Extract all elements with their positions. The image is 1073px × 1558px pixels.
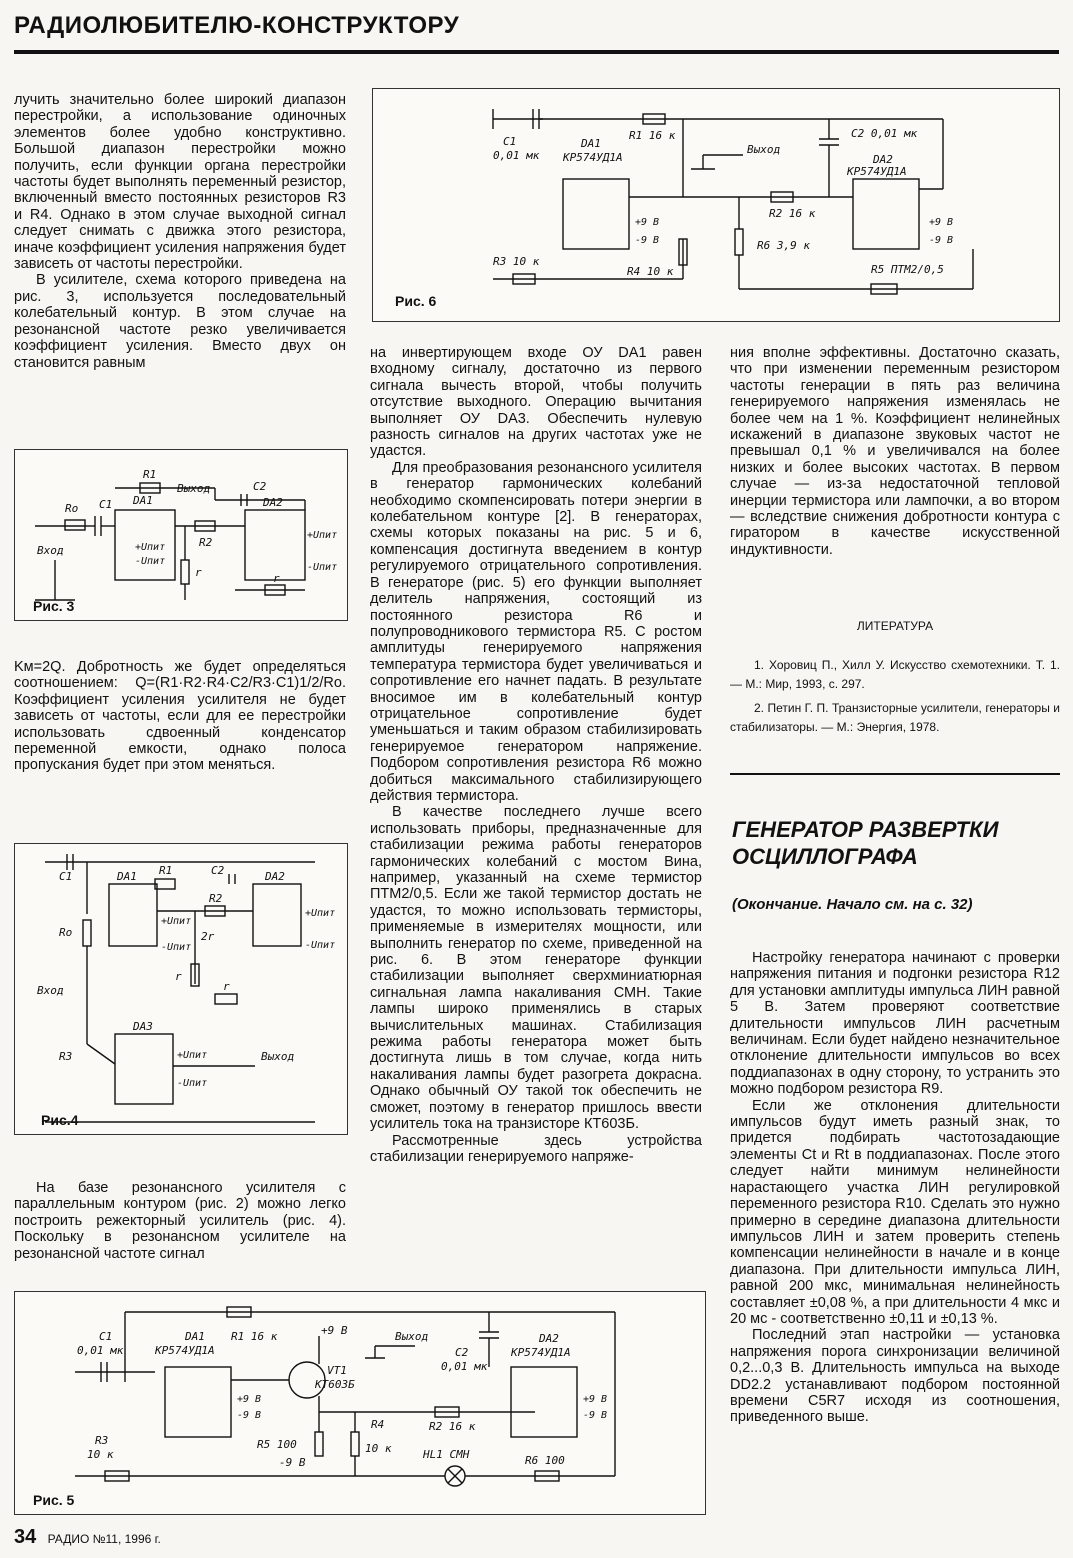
fig3-label: DA1 xyxy=(133,494,153,507)
fig3-label: Ro xyxy=(65,502,79,515)
fig6-label: -9 В xyxy=(929,235,954,246)
section-rule xyxy=(730,773,1060,775)
section-subtitle: (Окончание. Начало см. на с. 32) xyxy=(732,896,973,913)
fig4-label: +Uпит xyxy=(177,1050,208,1061)
fig5-label: 0,01 мк xyxy=(77,1344,124,1357)
fig5-label: R1 16 к xyxy=(231,1330,278,1343)
figure-5 xyxy=(14,1291,706,1515)
fig5-label: Выход xyxy=(395,1330,429,1343)
paragraph: лучить значительно более широкий диапазон перестройки, а использование одиночных элементов более удобно конструктивно. Большой диапазон перестройки можно получить, если функции органа перестройки частоты будет выполнять переменный резистор, включенный вместо постоянных резисторов R3 и R4. Однако в этом случае выходной сигнал следует снимать с движка этого резистора, иначе коэффициент усиления напряжения будет зависеть от частоты перестройки. xyxy=(14,92,346,273)
fig6-label: DA1 xyxy=(581,137,601,150)
fig4-label: -Uпит xyxy=(161,942,192,953)
paragraph: В качестве последнего лучше всего использовать приборы, предназначенные для стабилизации режима работы генераторов гармонических колебаний с мостом Вина, например, указанный на схеме термистор ПТМ2/0,5. Если же такой термистор достать не удастся, то можно использовать термисторы, применяемые в измерителях мощности, или выполнить генератор по схеме, приведенной на рис. 6. В этом генераторе функции стабилизации выполняет сверхминиатюрная сигнальная лампа накаливания СМН. Такие лампы широко применялись в старых вычислительных машинах. Стабилизация режима работы генератора может быть достигнута лишь в том случае, когда нить накаливания лампы будет разогрета докрасна. Однако обычный ОУ такой ток обеспечить не сможет, поэтому в генератор пришлось ввести усилитель тока на транзисторе КТ603Б. xyxy=(370,804,702,1133)
fig3-label: r xyxy=(273,572,280,585)
column-3-top xyxy=(730,345,1060,558)
figure-5-caption: Рис. 5 xyxy=(33,1492,75,1508)
fig4-label: -Uпит xyxy=(305,940,336,951)
fig4-label: DA1 xyxy=(117,870,137,883)
column-1-bottom xyxy=(14,1180,346,1262)
paragraph: В усилителе, схема которого приведена на рис. 3, используется последовательный колебательный контур. В этом случае на резонансной частоте резко увеличивается коэффициент усиления. Вместо двух он становится равным xyxy=(14,272,346,371)
figure-6 xyxy=(372,88,1060,322)
fig5-label: R3 xyxy=(95,1434,109,1447)
footer-text: РАДИО №11, 1996 г. xyxy=(47,1532,161,1546)
page-header xyxy=(14,12,1059,40)
fig5-label: КТ603Б xyxy=(315,1378,355,1391)
fig6-label: R4 10 к xyxy=(627,265,674,278)
fig4-label: -Uпит xyxy=(177,1078,208,1089)
paragraph: Если же отклонения длительности импульсов будут иметь разный знак, то придется подбирать частотозадающие элементы Ct и Rt в поддиапазонах. После этого следует найти минимум нелинейности нарастающего участка ЛИН регулировкой переменного резистора R10. Сделать это нужно примерно в середине диапазона длительности импульсов ЛИН и затем проверить степень компенсации нелинейности в начале и в конце диапазона. При длительности импульса ЛИН, равной 200 мкс, минимальная нелинейность составляет ±0,08 %, а при длительности 4 мкс и 20 мс - соответственно ±0,11 и ±0,13 %. xyxy=(730,1097,1060,1327)
paragraph: Последний этап настройки — установка напряжения порога синхронизации величиной 0,2...0,3 В. Длительность импульса на выходе DD2.2 устанавливают подбором постоянной времени C5R7 исходя из соотношения, приведенного выше. xyxy=(730,1327,1060,1426)
fig6-label: C2 0,01 мк xyxy=(851,127,918,140)
fig4-label: Вход xyxy=(37,984,64,997)
fig3-label: R2 xyxy=(199,536,213,549)
fig4-label: r xyxy=(223,980,230,993)
fig5-label: R6 100 xyxy=(525,1454,565,1467)
figure-3-caption: Рис. 3 xyxy=(33,598,75,614)
paragraph: На базе резонансного усилителя с параллельным контуром (рис. 2) можно легко построить режекторный усилитель (рис. 4). Поскольку в резонансном усилителе на резонансной частоте сигнал xyxy=(14,1180,346,1262)
fig5-label: R4 xyxy=(371,1418,385,1431)
fig5-label: 10 к xyxy=(87,1448,114,1461)
paragraph: Настройку генератора начинают с проверки напряжения питания и подгонки резистора R12 для установки амплитуды импульса ЛИН равной 5 В. Затем проверяют соответствие длительности импульсов ЛИН расчетным величинам. Если будет найдено незначительное отклонение длительности импульсов во всех поддиапазонах в одну сторону, то устранить это можно подбором резистора R9. xyxy=(730,950,1060,1098)
fig5-label: R5 100 xyxy=(257,1438,297,1451)
figure-4 xyxy=(14,843,348,1135)
column-1-middle xyxy=(14,659,346,774)
fig3-label: C2 xyxy=(253,480,267,493)
figure-3-schematic xyxy=(15,450,347,620)
fig3-label: Выход xyxy=(177,482,211,495)
fig5-label: +9 В xyxy=(237,1394,262,1405)
fig6-label: R2 16 к xyxy=(769,207,816,220)
fig5-label: КР574УД1А xyxy=(155,1344,215,1357)
fig4-label: C2 xyxy=(211,864,225,877)
fig4-label: R2 xyxy=(209,892,223,905)
fig3-label: +Uпит xyxy=(307,530,338,541)
fig5-label: +9 В xyxy=(321,1324,348,1337)
figure-4-schematic xyxy=(15,844,347,1134)
fig3-label: +Uпит xyxy=(135,542,166,553)
fig6-label: R5 ПТМ2/0,5 xyxy=(871,263,944,276)
fig6-label: R6 3,9 к xyxy=(757,239,810,252)
reference-item: 2. Петин Г. П. Транзисторные усилители, генераторы и стабилизаторы. — М.: Энергия, 1978. xyxy=(730,701,1060,734)
fig3-label: DA2 xyxy=(263,496,283,509)
page-footer xyxy=(14,1526,161,1549)
fig4-label: Выход xyxy=(261,1050,295,1063)
fig6-label: +9 В xyxy=(929,217,954,228)
paragraph: Для преобразования резонансного усилителя в генератор гармонических колебаний необходимо скомпенсировать потери энергии в колебательном контуре [2]. В генераторах, схемы которых показаны на рис. 5 и 6, компенсация достигнута введением в контур регулируемого отрицательного сопротивления. В генераторе (рис. 5) его функции выполняет делитель напряжения, состоящий из постоянного резистора R6 и полупроводникового термистора R5. С ростом амплитуды генерируемого напряжения температура термистора будет увеличиваться и сопротивление его начнет падать. В результате вносимое им в колебательный контур отрицательное сопротивление будет уменьшаться и таким образом стабилизировать генерируемое генератором напряжение. Подбором сопротивления резистора R6 можно добиться максимального стабилизирующего действия термистора. xyxy=(370,459,702,804)
references-title: ЛИТЕРАТУРА xyxy=(856,619,934,633)
fig6-label: +9 В xyxy=(635,217,660,228)
paragraph: на инвертирующем входе ОУ DA1 равен входному сигналу, достаточно из первого сигнала вычесть второй, чтобы получить отсутствие выходного. Операцию вычитания выполняет ОУ DA3. Обеспечить нулевую разность сигналов на других частотах уже не удастся. xyxy=(370,345,702,460)
figure-6-caption: Рис. 6 xyxy=(395,293,437,309)
figure-4-caption: Рис.4 xyxy=(41,1112,79,1128)
fig4-label: r xyxy=(175,970,182,983)
fig5-label: DA2 xyxy=(539,1332,559,1345)
fig6-label: 0,01 мк xyxy=(493,149,540,162)
page-title: РАДИОЛЮБИТЕЛЮ-КОНСТРУКТОРУ xyxy=(14,12,460,39)
fig5-label: VT1 xyxy=(327,1364,347,1377)
fig3-label: r xyxy=(195,566,202,579)
paragraph: ния вполне эффективны. Достаточно сказать, что при изменении переменным резистором частоты генерации в пять раз величина генерируемого напряжения изменялась не более чем на 1 %. Коэффициент нелинейных искажений в диапазоне звуковых частот не превышал 0,1 % и увеличивался на более низких и более высоких частотах. В первом случае — из-за недостаточной тепловой инерции термистора или лампочки, а во втором — вследствие снижения добротности контура с гиратором в качестве искусственной индуктивности. xyxy=(730,345,1060,558)
fig5-label: +9 В xyxy=(583,1394,608,1405)
fig4-label: +Uпит xyxy=(161,916,192,927)
column-1-top xyxy=(14,92,346,371)
fig6-label: C1 xyxy=(503,135,517,148)
fig5-label: 0,01 мк xyxy=(441,1360,488,1373)
fig5-label: C2 xyxy=(455,1346,469,1359)
fig3-label: -Uпит xyxy=(307,562,338,573)
fig4-label: DA3 xyxy=(133,1020,153,1033)
page-number: 34 xyxy=(14,1526,37,1548)
reference-item: 1. Хоровиц П., Хилл У. Искусство схемотехники. Т. 1. — М.: Мир, 1993, с. 297. xyxy=(730,658,1060,691)
fig3-label: Вход xyxy=(37,544,64,557)
fig6-label: R3 10 к xyxy=(493,255,540,268)
fig4-label: Ro xyxy=(59,926,73,939)
fig5-label: КР574УД1А xyxy=(511,1346,571,1359)
fig6-label: DA2 xyxy=(873,153,893,166)
column-2 xyxy=(370,345,702,1165)
fig4-label: C1 xyxy=(59,870,73,883)
fig6-label: КР574УД1А xyxy=(563,151,623,164)
fig4-label: R3 xyxy=(59,1050,73,1063)
column-3-bottom xyxy=(730,950,1060,1426)
fig5-label: 10 к xyxy=(365,1442,392,1455)
fig4-label: R1 xyxy=(159,864,173,877)
fig3-label: R1 xyxy=(143,468,157,481)
paragraph: Kм=2Q. Добротность же будет определяться соотношением: Q=(R1·R2·R4·C2/R3·C1)1/2/Ro. Коэффициент усиления усилителя не будет зависеть от частоты, если для ее перестройки использовать сдвоенный конденсатор переменной емкости, однако полоса пропускания будет при этом меняться. xyxy=(14,659,346,774)
fig5-label: C1 xyxy=(99,1330,113,1343)
fig5-label: -9 В xyxy=(279,1456,306,1469)
paragraph: Рассмотренные здесь устройства стабилизации генерируемого напряже- xyxy=(370,1132,702,1165)
section-title: ГЕНЕРАТОР РАЗВЕРТКИ ОСЦИЛЛОГРАФА xyxy=(732,817,999,869)
fig3-label: C1 xyxy=(99,498,113,511)
fig4-label: +Uпит xyxy=(305,908,336,919)
header-rule xyxy=(14,50,1059,54)
fig6-label: R1 16 к xyxy=(629,129,676,142)
figure-3 xyxy=(14,449,348,621)
fig4-label: DA2 xyxy=(265,870,285,883)
fig3-label: -Uпит xyxy=(135,556,166,567)
fig6-label: Выход xyxy=(747,143,781,156)
figure-6-schematic xyxy=(373,89,1059,321)
fig6-label: КР574УД1А xyxy=(847,165,907,178)
fig5-label: -9 В xyxy=(583,1410,608,1421)
fig5-label: R2 16 к xyxy=(429,1420,476,1433)
fig5-label: HL1 СМН xyxy=(423,1448,470,1461)
fig5-label: DA1 xyxy=(185,1330,205,1343)
fig6-label: -9 В xyxy=(635,235,660,246)
fig4-label: 2r xyxy=(201,930,215,943)
fig5-label: -9 В xyxy=(237,1410,262,1421)
figure-5-schematic xyxy=(15,1292,705,1514)
